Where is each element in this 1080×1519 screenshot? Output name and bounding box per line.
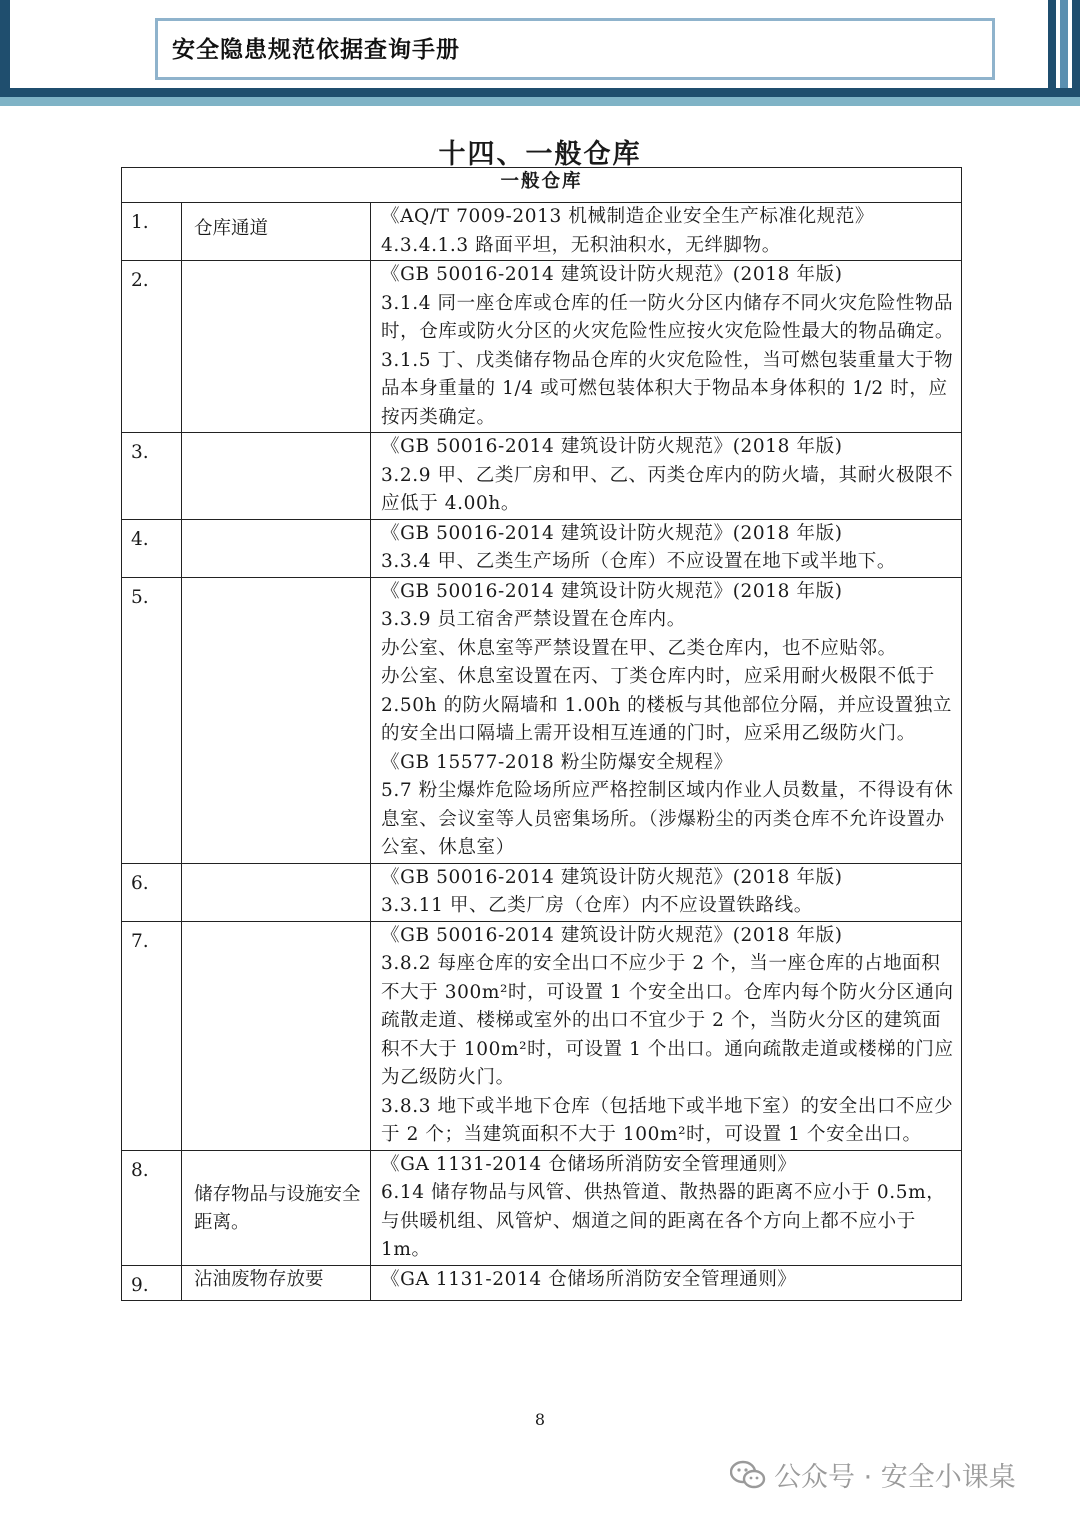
regulation-line: 《GB 50016-2014 建筑设计防火规范》(2018 年版)	[381, 522, 843, 544]
row-item-name	[182, 433, 371, 520]
row-item-name	[182, 519, 371, 577]
page-title: 十四、一般仓库	[438, 139, 642, 170]
header-title: 安全隐患规范依据查询手册	[172, 37, 460, 63]
row-regulation-text	[371, 203, 962, 261]
regulation-line: 《GB 15577-2018 粉尘防爆安全规程》	[381, 751, 733, 773]
section-title: 一般仓库	[122, 168, 962, 203]
row-regulation-text	[371, 519, 962, 577]
table-row	[122, 863, 962, 921]
regulation-line: 4.3.4.1.3 路面平坦，无积油积水，无绊脚物。	[381, 234, 781, 256]
table-row	[122, 1265, 962, 1301]
row-item-name: 沾油废物存放要	[182, 1265, 371, 1301]
row-number: 1.	[122, 203, 182, 261]
regulation-line: 《GB 50016-2014 建筑设计防火规范》(2018 年版)	[381, 866, 843, 888]
watermark	[730, 1455, 1016, 1494]
header-title-box	[155, 18, 995, 80]
row-number: 3.	[122, 433, 182, 520]
row-regulation-text	[371, 1150, 962, 1265]
regulation-line: 《GA 1131-2014 仓储场所消防安全管理通则》	[381, 1268, 797, 1290]
row-item-name	[182, 261, 371, 433]
row-item-name: 储存物品与设施安全距离。	[182, 1150, 371, 1265]
table-row	[122, 261, 962, 433]
row-regulation-text	[371, 921, 962, 1150]
row-regulation-text	[371, 577, 962, 863]
row-number: 6.	[122, 863, 182, 921]
regulation-line: 《GB 50016-2014 建筑设计防火规范》(2018 年版)	[381, 924, 843, 946]
table-row	[122, 203, 962, 261]
regulation-line: 3.8.3 地下或半地下仓库（包括地下或半地下室）的安全出口不应少于 2 个；当建筑面积不大于 100m²时，可设置 1 个安全出口。	[381, 1095, 954, 1145]
regulation-line: 《AQ/T 7009-2013 机械制造企业安全生产标准化规范》	[381, 206, 874, 227]
watermark-text: 公众号 · 安全小课桌	[774, 1462, 1016, 1493]
regulation-line: 3.8.2 每座仓库的安全出口不应少于 2 个，当一座仓库的占地面积不大于 300m²时，可设置 1 个安全出口。仓库内每个防火分区通向疏散走道、楼梯或室外的出口不宜少于 2 个，当防火分区的建筑面积不大于 100m²时，可设置 1 个出口。通向疏散走道或楼梯的门应为乙级防火门。	[381, 953, 954, 1088]
regulation-line: 3.3.11 甲、乙类厂房（仓库）内不应设置铁路线。	[381, 895, 813, 916]
table-row	[122, 577, 962, 863]
row-regulation-text	[371, 261, 962, 433]
header-bar-light	[0, 97, 1080, 106]
row-number: 7.	[122, 921, 182, 1150]
regulation-line: 《GB 50016-2014 建筑设计防火规范》(2018 年版)	[381, 580, 843, 602]
table-row	[122, 433, 962, 520]
row-regulation-text	[371, 863, 962, 921]
page-number: 8	[534, 1410, 546, 1429]
regulation-line: 3.1.4 同一座仓库或仓库的任一防火分区内储存不同火灾危险性物品时，仓库或防火分区的火灾危险性应按火灾危险性最大的物品确定。	[381, 292, 955, 342]
header-right-stripes	[1048, 0, 1080, 88]
table-row	[122, 519, 962, 577]
regulation-line: 3.2.9 甲、乙类厂房和甲、乙、丙类仓库内的防火墙，其耐火极限不应低于 4.00h。	[381, 464, 954, 514]
row-number: 4.	[122, 519, 182, 577]
section-header-row	[122, 168, 962, 203]
regulation-line: 3.3.9 员工宿舍严禁设置在仓库内。	[381, 609, 686, 630]
regulation-line: 3.3.4 甲、乙类生产场所（仓库）不应设置在地下或半地下。	[381, 551, 896, 572]
regulation-line: 5.7 粉尘爆炸危险场所应严格控制区域内作业人员数量，不得设有休息室、会议室等人员密集场所。（涉爆粉尘的丙类仓库不允许设置办公室、休息室）	[381, 780, 954, 858]
row-number: 9.	[122, 1265, 182, 1301]
regulation-line: 《GB 50016-2014 建筑设计防火规范》(2018 年版)	[381, 436, 843, 457]
regulation-line: 《GA 1131-2014 仓储场所消防安全管理通则》	[381, 1153, 797, 1175]
header-left-stripe	[0, 0, 10, 88]
row-number: 2.	[122, 261, 182, 433]
regulation-line: 办公室、休息室等严禁设置在甲、乙类仓库内，也不应贴邻。	[381, 637, 897, 659]
table-row	[122, 1150, 962, 1265]
row-item-name	[182, 921, 371, 1150]
row-item-name: 仓库通道	[182, 203, 371, 261]
row-regulation-text	[371, 433, 962, 520]
row-item-name	[182, 863, 371, 921]
row-item-name	[182, 577, 371, 863]
regulation-line: 办公室、休息室设置在丙、丁类仓库内时，应采用耐火极限不低于 2.50h 的防火隔墙和 1.00h 的楼板与其他部位分隔，并应设置独立的安全出口隔墙上需开设相互连通的门时，应采用乙级防火门。	[381, 666, 952, 744]
regulation-line: 3.1.5 丁、戊类储存物品仓库的火灾危险性，当可燃包装重量大于物品本身重量的 1/4 或可燃包装体积大于物品本身体积的 1/2 时，应按丙类确定。	[381, 349, 954, 428]
wechat-icon	[730, 1460, 766, 1490]
header-bar-dark	[0, 88, 1080, 97]
row-number: 5.	[122, 577, 182, 863]
table-row	[122, 921, 962, 1150]
regulation-line: 《GB 50016-2014 建筑设计防火规范》(2018 年版)	[381, 264, 843, 285]
regulation-table	[121, 167, 962, 1301]
regulation-line: 6.14 储存物品与风管、供热管道、散热器的距离不应小于 0.5m，与供暖机组、风管炉、烟道之间的距离在各个方向上都不应小于 1m。	[381, 1182, 946, 1260]
row-number: 8.	[122, 1150, 182, 1265]
row-regulation-text	[371, 1265, 962, 1301]
